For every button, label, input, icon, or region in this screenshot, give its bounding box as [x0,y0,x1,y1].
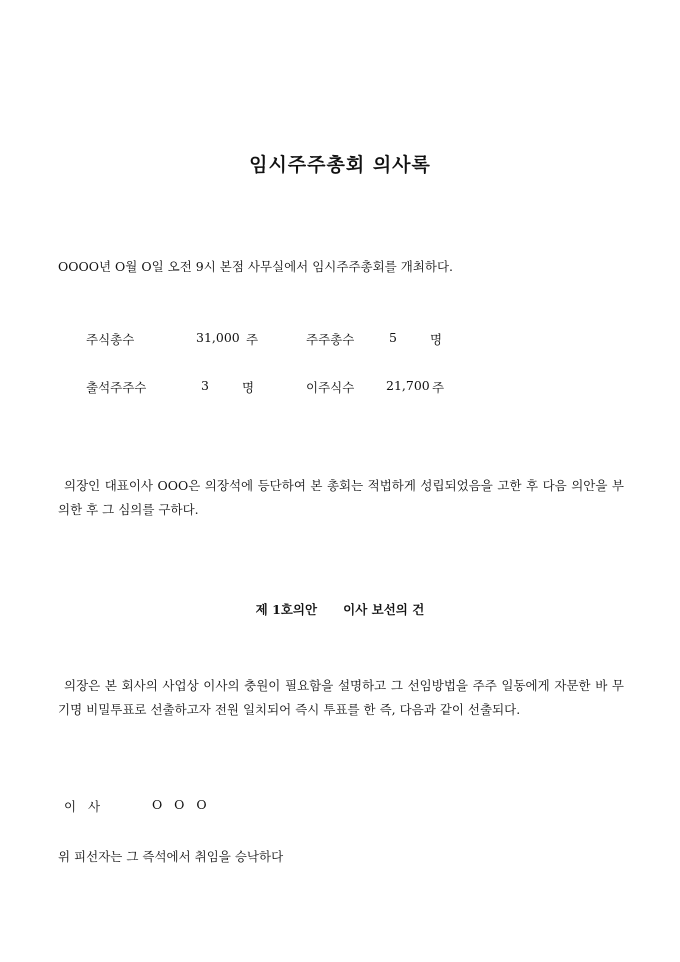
shares-count-label: 이주식수 [306,380,355,395]
chair-statement: 의장인 대표이사 OOO은 의장석에 등단하여 본 총회는 적법하게 성립되었음을 고한 후 다음 의안을 부의한 후 그 심의를 구하다. [58,478,624,517]
total-shareholders-unit: 명 [430,332,443,347]
agenda-number: 제 1호의안 [255,602,318,617]
agenda-subject: 이사 보선의 건 [343,602,425,617]
agenda-statement: 의장은 본 회사의 사업상 이사의 충원이 필요함을 설명하고 그 선임방법을 주주 일동에게 자문한 바 무기명 비밀투표로 선출하고자 전원 일치되어 즉시 투표를 한 즉, 다음과 같이 선출되다. [58,678,624,717]
agenda-heading [0,600,680,618]
attending-shareholders-value: 3 [201,378,209,393]
total-shareholders-label: 주주총수 [306,332,355,347]
total-shares-label: 주식총수 [86,332,135,347]
shares-count-unit: 주 [432,380,445,395]
total-shares-unit: 주 [246,332,259,347]
total-shares-value: 31,000 [196,330,240,345]
elected-position: 이 사 [64,799,101,814]
attending-shareholders-unit: 명 [242,380,255,395]
acceptance-line: 위 피선자는 그 즉석에서 취임을 승낙하다 [58,849,284,864]
shares-count-value: 21,700 [386,378,430,393]
attending-shareholders-label: 출석주주수 [86,380,147,395]
elected-name: O O O [152,797,207,812]
document-title: 임시주주총회 의사록 [249,154,431,176]
total-shareholders-value: 5 [389,330,397,345]
opening-line: OOOO년 O월 O일 오전 9시 본점 사무실에서 임시주주총회를 개최하다. [58,259,454,274]
